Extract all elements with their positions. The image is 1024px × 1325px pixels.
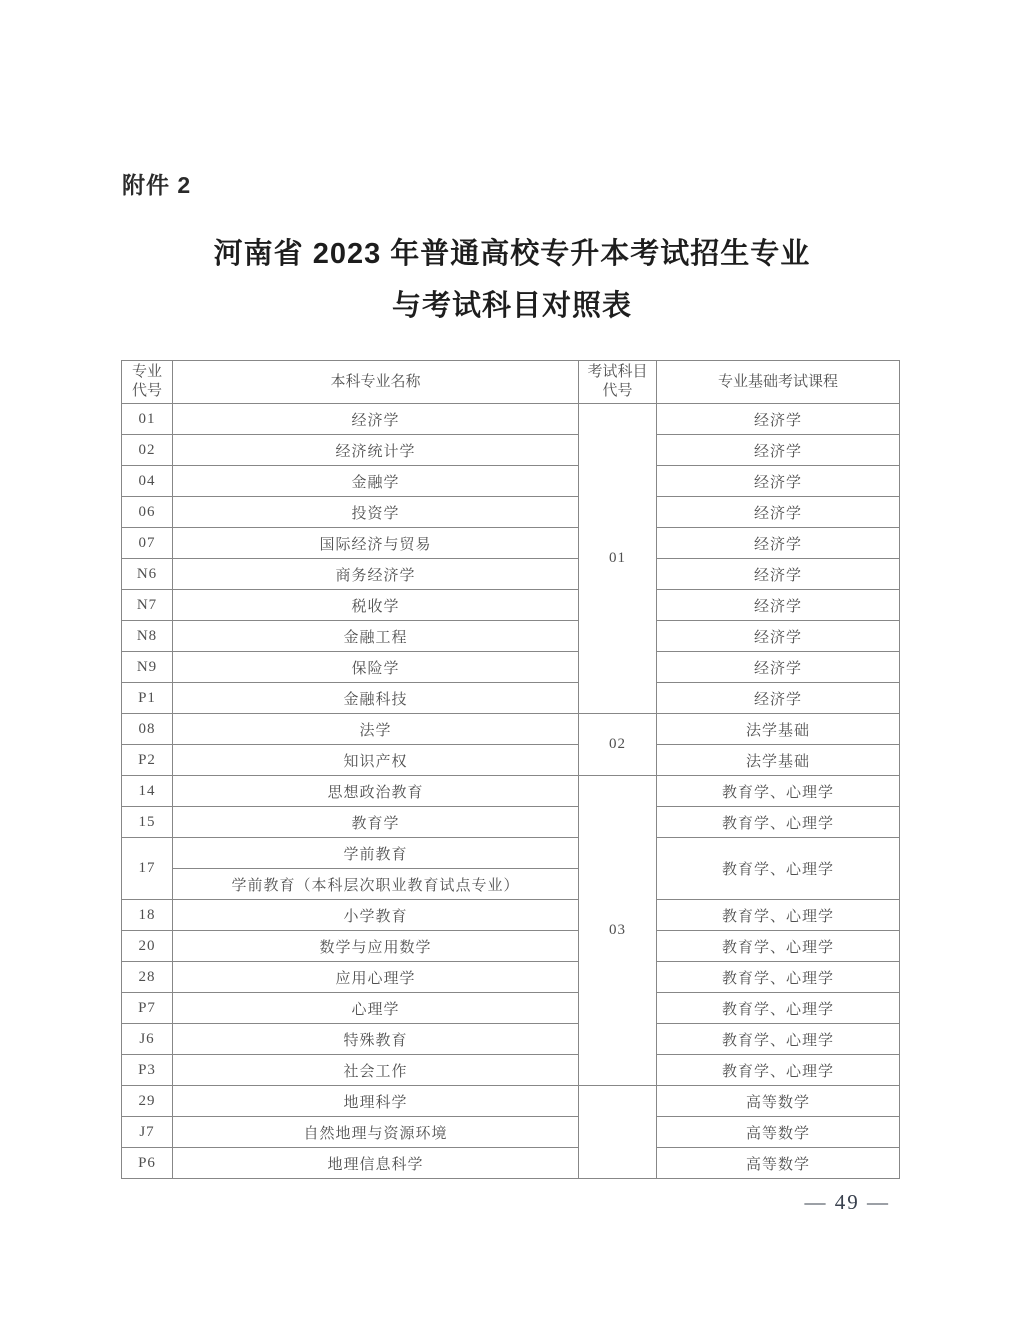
major-name-cell: 教育学 <box>173 807 579 838</box>
course-cell: 经济学 <box>657 683 900 714</box>
course-cell: 经济学 <box>657 404 900 435</box>
course-cell: 经济学 <box>657 528 900 559</box>
major-name-cell: 学前教育 <box>173 838 579 869</box>
course-cell: 高等数学 <box>657 1086 900 1117</box>
table-row <box>122 559 900 590</box>
course-cell: 经济学 <box>657 590 900 621</box>
major-code-cell: J6 <box>122 1024 173 1055</box>
major-name-cell: 金融科技 <box>173 683 579 714</box>
major-code-cell: 07 <box>122 528 173 559</box>
major-name-cell: 小学教育 <box>173 900 579 931</box>
major-name-cell: 税收学 <box>173 590 579 621</box>
major-name-cell: 学前教育（本科层次职业教育试点专业） <box>173 869 579 900</box>
major-name-cell: 知识产权 <box>173 745 579 776</box>
table-row <box>122 1086 900 1117</box>
header-course: 专业基础考试课程 <box>657 361 900 404</box>
major-name-cell: 金融工程 <box>173 621 579 652</box>
page-number: — 49 — <box>804 1190 890 1214</box>
subject-table <box>121 360 900 1179</box>
table-row <box>122 652 900 683</box>
table-row <box>122 714 900 745</box>
table-row <box>122 900 900 931</box>
course-cell: 经济学 <box>657 435 900 466</box>
course-cell: 教育学、心理学 <box>657 931 900 962</box>
header-major-name: 本科专业名称 <box>173 361 579 404</box>
course-cell: 经济学 <box>657 652 900 683</box>
major-code-cell: 18 <box>122 900 173 931</box>
major-code-cell: N7 <box>122 590 173 621</box>
major-code-cell: 04 <box>122 466 173 497</box>
exam-code-cell: 03 <box>579 776 657 1086</box>
table-header-row <box>122 361 900 404</box>
header-major-code-line2: 代号 <box>131 383 162 399</box>
header-major-code-line1: 专业 <box>131 364 162 380</box>
major-code-cell: P3 <box>122 1055 173 1086</box>
major-code-cell: 20 <box>122 931 173 962</box>
table-row <box>122 1055 900 1086</box>
table-row <box>122 466 900 497</box>
major-code-cell: N6 <box>122 559 173 590</box>
table-row <box>122 807 900 838</box>
table-row <box>122 838 900 869</box>
major-name-cell: 特殊教育 <box>173 1024 579 1055</box>
major-code-cell: P6 <box>122 1148 173 1179</box>
major-code-cell: 08 <box>122 714 173 745</box>
major-code-cell: P1 <box>122 683 173 714</box>
table-row <box>122 776 900 807</box>
course-cell: 教育学、心理学 <box>657 1024 900 1055</box>
course-cell: 教育学、心理学 <box>657 962 900 993</box>
table-row <box>122 590 900 621</box>
course-cell: 经济学 <box>657 466 900 497</box>
document-title-line2: 与考试科目对照表 <box>391 290 632 322</box>
exam-code-cell <box>579 1086 657 1179</box>
exam-code-cell: 02 <box>579 714 657 776</box>
major-name-cell: 社会工作 <box>173 1055 579 1086</box>
major-name-cell: 法学 <box>173 714 579 745</box>
course-cell: 高等数学 <box>657 1117 900 1148</box>
table-row <box>122 993 900 1024</box>
course-cell: 教育学、心理学 <box>657 838 900 900</box>
course-cell: 经济学 <box>657 559 900 590</box>
major-code-cell: P7 <box>122 993 173 1024</box>
table-row <box>122 683 900 714</box>
document-title-line1: 河南省 2023 年普通高校专升本考试招生专业 <box>213 238 811 270</box>
document-title <box>0 228 1024 332</box>
header-exam-code-line1: 考试科目 <box>587 364 648 380</box>
table-row <box>122 621 900 652</box>
major-name-cell: 思想政治教育 <box>173 776 579 807</box>
major-code-cell: 29 <box>122 1086 173 1117</box>
table-row <box>122 528 900 559</box>
table-row <box>122 1024 900 1055</box>
major-name-cell: 商务经济学 <box>173 559 579 590</box>
major-code-cell: N8 <box>122 621 173 652</box>
major-name-cell: 自然地理与资源环境 <box>173 1117 579 1148</box>
major-code-cell: 01 <box>122 404 173 435</box>
header-exam-code-line2: 代号 <box>602 383 633 399</box>
major-name-cell: 投资学 <box>173 497 579 528</box>
table-row <box>122 1148 900 1179</box>
header-exam-code <box>579 361 657 404</box>
major-name-cell: 保险学 <box>173 652 579 683</box>
header-major-code <box>122 361 173 404</box>
course-cell: 经济学 <box>657 621 900 652</box>
major-name-cell: 数学与应用数学 <box>173 931 579 962</box>
major-code-cell: 02 <box>122 435 173 466</box>
major-name-cell: 金融学 <box>173 466 579 497</box>
major-code-cell: P2 <box>122 745 173 776</box>
course-cell: 法学基础 <box>657 714 900 745</box>
course-cell: 教育学、心理学 <box>657 900 900 931</box>
exam-code-cell: 01 <box>579 404 657 714</box>
table-header <box>122 361 900 404</box>
course-cell: 教育学、心理学 <box>657 776 900 807</box>
course-cell: 教育学、心理学 <box>657 1055 900 1086</box>
table-row <box>122 404 900 435</box>
major-code-cell: 06 <box>122 497 173 528</box>
major-code-cell: N9 <box>122 652 173 683</box>
table-row <box>122 497 900 528</box>
table-row <box>122 962 900 993</box>
major-name-cell: 国际经济与贸易 <box>173 528 579 559</box>
major-code-cell: 17 <box>122 838 173 900</box>
course-cell: 经济学 <box>657 497 900 528</box>
course-cell: 教育学、心理学 <box>657 807 900 838</box>
attachment-label: 附件 2 <box>122 172 192 198</box>
table-row <box>122 1117 900 1148</box>
major-name-cell: 经济统计学 <box>173 435 579 466</box>
subject-table-body <box>122 404 900 1179</box>
major-code-cell: 28 <box>122 962 173 993</box>
course-cell: 法学基础 <box>657 745 900 776</box>
course-cell: 高等数学 <box>657 1148 900 1179</box>
major-name-cell: 经济学 <box>173 404 579 435</box>
major-name-cell: 应用心理学 <box>173 962 579 993</box>
table-row <box>122 745 900 776</box>
major-code-cell: 14 <box>122 776 173 807</box>
major-name-cell: 心理学 <box>173 993 579 1024</box>
major-code-cell: J7 <box>122 1117 173 1148</box>
major-code-cell: 15 <box>122 807 173 838</box>
table-row <box>122 931 900 962</box>
table-row <box>122 435 900 466</box>
course-cell: 教育学、心理学 <box>657 993 900 1024</box>
major-name-cell: 地理科学 <box>173 1086 579 1117</box>
major-name-cell: 地理信息科学 <box>173 1148 579 1179</box>
